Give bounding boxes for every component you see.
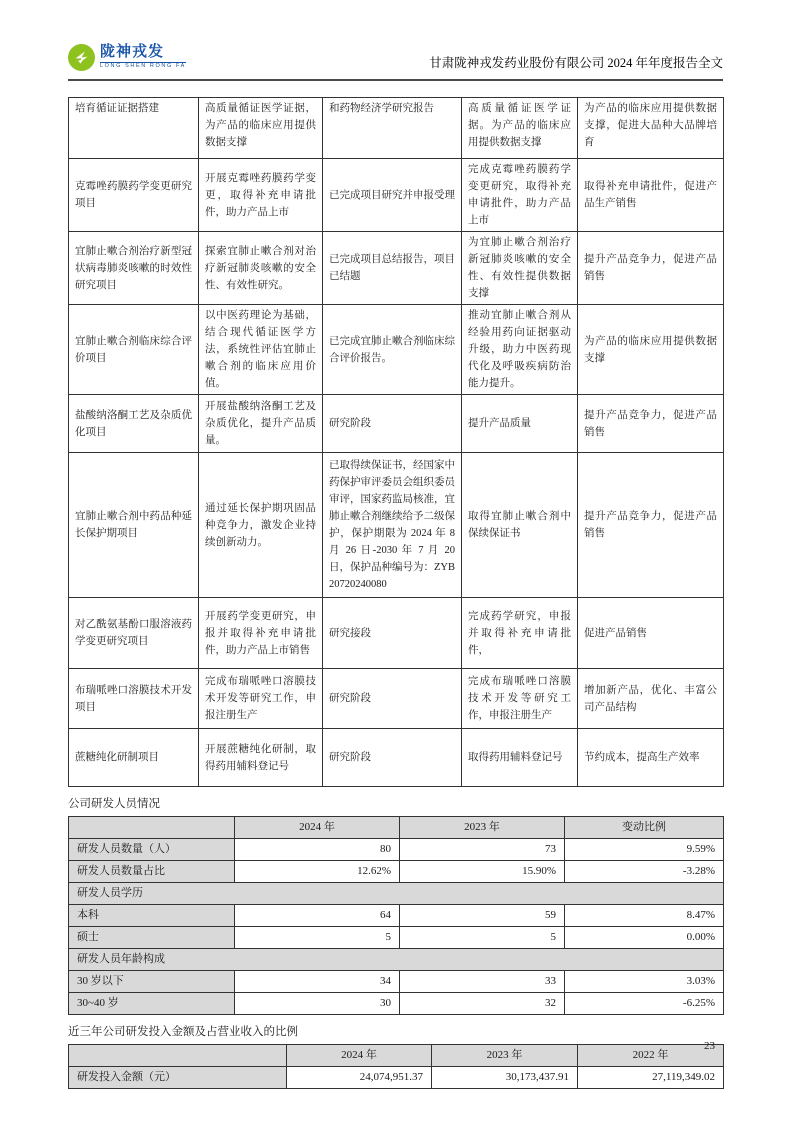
- project-cell: 已完成宜肺止嗽合剂临床综合评价报告。: [323, 305, 462, 395]
- rd-projects-table-body: [69, 98, 724, 787]
- company-logo-name: 陇神戎发: [100, 44, 165, 61]
- project-cell: 为产品的临床应用提供数据支撑: [578, 305, 724, 395]
- stat-value-cell: 30: [235, 993, 400, 1015]
- stat-value-cell: 27,119,349.02: [578, 1067, 724, 1089]
- stat-row-label: 30~40 岁: [69, 993, 235, 1015]
- project-cell: 研究阶段: [323, 729, 462, 787]
- project-cell: 已取得续保证书，经国家中药保护审评委员会组织委员审评，国家药监局核准，宜肺止嗽合剂继续给予二级保护，保护期限为 2024 年 8 月 26 日-2030 年 7 月 20 日，保护品种编号为：ZYB20720240080: [323, 453, 462, 598]
- stat-row-label: 30 岁以下: [69, 971, 235, 993]
- report-title: 甘肃陇神戎发药业股份有限公司 2024 年年度报告全文: [429, 56, 723, 70]
- stat-data-row: [69, 1067, 724, 1089]
- project-cell: 促进产品销售: [578, 598, 724, 669]
- project-cell: 开展盐酸纳洛酮工艺及杂质优化，提升产品质量。: [199, 395, 323, 453]
- project-row: [69, 453, 724, 598]
- project-cell: 宜肺止嗽合剂中药品种延长保护期项目: [69, 453, 199, 598]
- project-cell: 完成布瑞哌唑口溶膜技术开发等研究工作，申报注册生产: [462, 669, 578, 729]
- project-cell: 布瑞哌唑口溶膜技术开发项目: [69, 669, 199, 729]
- stat-value-cell: 8.47%: [565, 905, 724, 927]
- project-cell: 宜肺止嗽合剂临床综合评价项目: [69, 305, 199, 395]
- investment-table-body: [69, 1045, 724, 1089]
- project-cell: 高质量循证医学证据，为产品的临床应用提供数据支撑: [199, 98, 323, 159]
- project-cell: 开展克霉唑药膜药学变更，取得补充申请批件，助力产品上市: [199, 159, 323, 232]
- project-row: [69, 395, 724, 453]
- stat-header-cell: 2023 年: [400, 817, 565, 839]
- page-number: 23: [704, 1040, 715, 1052]
- stat-value-cell: 73: [400, 839, 565, 861]
- project-cell: 高质量循证医学证据。为产品的临床应用提供数据支撑: [462, 98, 578, 159]
- personnel-section-title: 公司研发人员情况: [68, 798, 160, 810]
- project-cell: 为产品的临床应用提供数据支撑，促进大品种大品牌培育: [578, 98, 724, 159]
- project-row: [69, 98, 724, 159]
- stat-header-cell: 2022 年: [578, 1045, 724, 1067]
- stat-section-row: [69, 949, 724, 971]
- stat-value-cell: 5: [400, 927, 565, 949]
- stat-value-cell: 33: [400, 971, 565, 993]
- stat-header-row: [69, 1045, 724, 1067]
- stat-value-cell: 3.03%: [565, 971, 724, 993]
- project-cell: 开展药学变更研究，申报并取得补充申请批件，助力产品上市销售: [199, 598, 323, 669]
- stat-value-cell: 24,074,951.37: [287, 1067, 432, 1089]
- project-cell: 探索宜肺止嗽合剂对治疗新冠肺炎咳嗽的安全性、有效性研究。: [199, 232, 323, 305]
- stat-section-label: 研发人员年龄构成: [69, 949, 724, 971]
- company-logo-subtitle: LONG SHEN RONG FA: [100, 63, 186, 70]
- project-cell: 通过延长保护期巩固品种竞争力，激发企业持续创新动力。: [199, 453, 323, 598]
- project-cell: 培育循证证据搭建: [69, 98, 199, 159]
- project-cell: 取得宜肺止嗽合剂中保续保证书: [462, 453, 578, 598]
- stat-value-cell: 64: [235, 905, 400, 927]
- stat-data-row: [69, 905, 724, 927]
- stat-value-cell: 9.59%: [565, 839, 724, 861]
- stat-value-cell: -3.28%: [565, 861, 724, 883]
- stat-header-cell: [69, 817, 235, 839]
- stat-value-cell: 59: [400, 905, 565, 927]
- rd-projects-table: [68, 97, 724, 787]
- stat-row-label: 研发投入金额（元）: [69, 1067, 287, 1089]
- stat-data-row: [69, 927, 724, 949]
- stat-row-label: 本科: [69, 905, 235, 927]
- stat-value-cell: 34: [235, 971, 400, 993]
- project-cell: 克霉唑药膜药学变更研究项目: [69, 159, 199, 232]
- project-row: [69, 232, 724, 305]
- company-logo-icon: [68, 44, 95, 71]
- project-cell: 宜肺止嗽合剂治疗新型冠状病毒肺炎咳嗽的时效性研究项目: [69, 232, 199, 305]
- project-cell: 已完成项目总结报告，项目已结题: [323, 232, 462, 305]
- project-cell: 盐酸纳洛酮工艺及杂质优化项目: [69, 395, 199, 453]
- stat-value-cell: 0.00%: [565, 927, 724, 949]
- project-cell: 提升产品竞争力，促进产品销售: [578, 232, 724, 305]
- stat-value-cell: 32: [400, 993, 565, 1015]
- project-cell: 研究阶段: [323, 395, 462, 453]
- project-cell: 研究接段: [323, 598, 462, 669]
- project-cell: 推动宜肺止嗽合剂从经验用药向证据驱动升级，助力中医药现代化及呼吸疾病防治能力提升。: [462, 305, 578, 395]
- project-cell: 为宜肺止嗽合剂治疗新冠肺炎咳嗽的安全性、有效性提供数据支撑: [462, 232, 578, 305]
- stat-value-cell: 30,173,437.91: [432, 1067, 578, 1089]
- company-logo: [68, 44, 186, 71]
- project-cell: 提升产品竞争力，促进产品销售: [578, 395, 724, 453]
- investment-table: [68, 1044, 724, 1089]
- stat-row-label: 硕士: [69, 927, 235, 949]
- project-cell: 节约成本，提高生产效率: [578, 729, 724, 787]
- project-cell: 完成布瑞哌唑口溶膜技术开发等研究工作，申报注册生产: [199, 669, 323, 729]
- stat-header-cell: [69, 1045, 287, 1067]
- stat-header-cell: 2024 年: [235, 817, 400, 839]
- stat-data-row: [69, 861, 724, 883]
- personnel-table: [68, 816, 724, 1015]
- project-row: [69, 669, 724, 729]
- project-cell: 完成克霉唑药膜药学变更研究，取得补充申请批件，助力产品上市: [462, 159, 578, 232]
- stat-value-cell: 15.90%: [400, 861, 565, 883]
- project-cell: 以中医药理论为基础，结合现代循证医学方法，系统性评估宜肺止嗽合剂的临床应用价值。: [199, 305, 323, 395]
- project-row: [69, 305, 724, 395]
- bird-icon: [73, 49, 90, 66]
- stat-header-row: [69, 817, 724, 839]
- stat-data-row: [69, 839, 724, 861]
- personnel-table-body: [69, 817, 724, 1015]
- stat-value-cell: -6.25%: [565, 993, 724, 1015]
- project-cell: 提升产品竞争力，促进产品销售: [578, 453, 724, 598]
- project-cell: 完成药学研究，申报并取得补充申请批件，: [462, 598, 578, 669]
- project-cell: 取得药用辅料登记号: [462, 729, 578, 787]
- project-row: [69, 729, 724, 787]
- stat-section-label: 研发人员学历: [69, 883, 724, 905]
- stat-value-cell: 12.62%: [235, 861, 400, 883]
- stat-row-label: 研发人员数量（人）: [69, 839, 235, 861]
- stat-row-label: 研发人员数量占比: [69, 861, 235, 883]
- project-cell: 增加新产品，优化、丰富公司产品结构: [578, 669, 724, 729]
- stat-data-row: [69, 971, 724, 993]
- project-cell: 对乙酰氨基酚口服溶液药学变更研究项目: [69, 598, 199, 669]
- stat-header-cell: 2024 年: [287, 1045, 432, 1067]
- project-cell: 和药物经济学研究报告: [323, 98, 462, 159]
- investment-section-title: 近三年公司研发投入金额及占营业收入的比例: [68, 1026, 298, 1038]
- project-row: [69, 159, 724, 232]
- project-cell: 已完成项目研究并申报受理: [323, 159, 462, 232]
- project-cell: 提升产品质量: [462, 395, 578, 453]
- project-cell: 开展蔗糖纯化研制，取得药用辅料登记号: [199, 729, 323, 787]
- stat-value-cell: 5: [235, 927, 400, 949]
- project-cell: 研究阶段: [323, 669, 462, 729]
- stat-value-cell: 80: [235, 839, 400, 861]
- project-cell: 取得补充申请批件，促进产品生产销售: [578, 159, 724, 232]
- stat-header-cell: 2023 年: [432, 1045, 578, 1067]
- stat-section-row: [69, 883, 724, 905]
- page-header: [68, 0, 723, 81]
- project-cell: 蔗糖纯化研制项目: [69, 729, 199, 787]
- stat-header-cell: 变动比例: [565, 817, 724, 839]
- project-row: [69, 598, 724, 669]
- stat-data-row: [69, 993, 724, 1015]
